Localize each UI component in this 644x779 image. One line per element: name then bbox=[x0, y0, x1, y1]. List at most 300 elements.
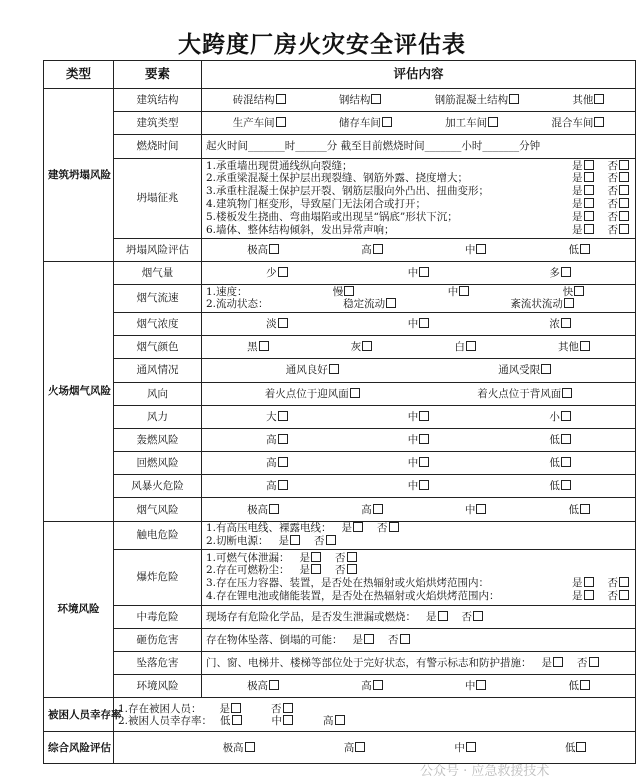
option-label: 否 bbox=[607, 577, 618, 590]
table-row bbox=[44, 675, 636, 698]
option-checkbox[interactable] bbox=[290, 535, 300, 545]
option-label: 黑 bbox=[247, 341, 258, 354]
content-cell bbox=[202, 135, 636, 158]
option[interactable] bbox=[323, 715, 345, 727]
option-checkbox[interactable] bbox=[269, 504, 279, 514]
option[interactable] bbox=[454, 742, 476, 754]
option-label: 稳定流动 bbox=[343, 298, 386, 311]
option[interactable] bbox=[572, 94, 604, 106]
option-label: 淡 bbox=[266, 318, 277, 330]
option-label: 中 bbox=[464, 243, 476, 256]
option-checkbox[interactable] bbox=[580, 504, 590, 514]
content-cell bbox=[202, 498, 636, 521]
option-checkbox[interactable] bbox=[364, 634, 374, 644]
content-cell bbox=[202, 549, 636, 605]
option-checkbox[interactable] bbox=[473, 611, 483, 621]
option-label: 是 bbox=[572, 577, 583, 590]
option-checkbox[interactable] bbox=[278, 318, 288, 328]
option-checkbox[interactable] bbox=[278, 434, 288, 444]
option[interactable] bbox=[335, 552, 357, 564]
option-label: 是 bbox=[572, 198, 583, 211]
option-label: 是 bbox=[352, 633, 363, 646]
option[interactable] bbox=[361, 504, 383, 516]
option[interactable] bbox=[220, 715, 242, 727]
table-row bbox=[44, 89, 636, 112]
option[interactable] bbox=[549, 267, 571, 279]
option[interactable] bbox=[408, 457, 430, 469]
option[interactable] bbox=[445, 117, 498, 129]
option-checkbox[interactable] bbox=[371, 94, 381, 104]
option-label: 中 bbox=[271, 714, 283, 727]
option-checkbox[interactable] bbox=[419, 411, 429, 421]
option-checkbox[interactable] bbox=[561, 434, 571, 444]
option-label: 低 bbox=[568, 243, 579, 256]
content-cell bbox=[114, 732, 636, 764]
line-label: 1.速度： bbox=[206, 286, 248, 299]
option[interactable] bbox=[454, 341, 476, 353]
option-label: 是 bbox=[572, 589, 583, 602]
option[interactable] bbox=[266, 267, 288, 279]
option-label: 是 bbox=[426, 610, 437, 623]
option-checkbox[interactable] bbox=[619, 590, 629, 600]
content-cell bbox=[202, 112, 636, 135]
option-checkbox[interactable] bbox=[576, 742, 586, 752]
option-checkbox[interactable] bbox=[419, 480, 429, 490]
option-checkbox[interactable] bbox=[269, 244, 279, 254]
option[interactable] bbox=[388, 634, 410, 646]
option-checkbox[interactable] bbox=[476, 680, 486, 690]
option-checkbox[interactable] bbox=[488, 117, 498, 127]
option[interactable] bbox=[426, 611, 448, 623]
option[interactable] bbox=[549, 480, 571, 492]
option-label: 储存车间 bbox=[338, 117, 381, 130]
header-type: 类型 bbox=[44, 61, 114, 89]
option[interactable] bbox=[572, 577, 594, 589]
option-label: 否 bbox=[461, 610, 472, 623]
option[interactable] bbox=[549, 434, 571, 446]
option-checkbox[interactable] bbox=[386, 298, 396, 308]
condition-text: 2.承重梁混凝土保护层出现裂缝、钢筋外露、挠度增大； bbox=[206, 172, 469, 185]
option[interactable] bbox=[361, 680, 383, 692]
condition-text: 3.存在压力容器、装置，是否处在热辐射或火焰烘烤范围内： bbox=[206, 577, 490, 590]
option-checkbox[interactable] bbox=[561, 267, 571, 277]
option-checkbox[interactable] bbox=[476, 244, 486, 254]
option-label: 否 bbox=[271, 702, 282, 715]
option-checkbox[interactable] bbox=[419, 457, 429, 467]
option-checkbox[interactable] bbox=[589, 657, 599, 667]
option[interactable] bbox=[435, 94, 520, 106]
option-label: 钢筋混凝土结构 bbox=[434, 94, 509, 107]
option[interactable] bbox=[279, 535, 301, 547]
option-label: 灰 bbox=[350, 341, 362, 354]
yes-no bbox=[300, 564, 357, 576]
option-checkbox[interactable] bbox=[269, 680, 279, 690]
option[interactable] bbox=[549, 457, 571, 469]
option-checkbox[interactable] bbox=[584, 172, 594, 182]
option-label: 是 bbox=[219, 702, 231, 715]
option-checkbox[interactable] bbox=[594, 117, 604, 127]
option-label: 否 bbox=[607, 198, 618, 211]
option-checkbox[interactable] bbox=[584, 224, 594, 234]
option[interactable] bbox=[266, 480, 288, 492]
condition-text: 4.存在锂电池或储能装置，是否处在热辐射或火焰烘烤范围内： bbox=[206, 589, 500, 602]
option[interactable] bbox=[271, 703, 293, 715]
option-checkbox[interactable] bbox=[373, 504, 383, 514]
option-label: 是 bbox=[572, 159, 583, 172]
option-checkbox[interactable] bbox=[311, 552, 321, 562]
option[interactable] bbox=[465, 680, 487, 692]
option-checkbox[interactable] bbox=[335, 715, 345, 725]
option-label: 极高 bbox=[247, 503, 269, 516]
option-checkbox[interactable] bbox=[245, 742, 255, 752]
option-checkbox[interactable] bbox=[564, 298, 574, 308]
element-cell: 建筑类型 bbox=[114, 112, 202, 135]
option[interactable] bbox=[353, 634, 375, 646]
option[interactable] bbox=[568, 504, 590, 516]
option[interactable] bbox=[498, 364, 551, 376]
option[interactable] bbox=[266, 434, 288, 446]
option[interactable] bbox=[608, 577, 630, 589]
option[interactable] bbox=[343, 298, 396, 310]
table-row bbox=[44, 158, 636, 238]
option-label: 极高 bbox=[222, 741, 244, 754]
table-row bbox=[44, 475, 636, 498]
option[interactable] bbox=[377, 522, 399, 534]
option-label: 加工车间 bbox=[445, 117, 488, 130]
category-cell: 火场烟气风险 bbox=[44, 261, 114, 521]
option[interactable] bbox=[314, 535, 336, 547]
option-label: 砖混结构 bbox=[232, 94, 275, 107]
option-checkbox[interactable] bbox=[580, 680, 590, 690]
option-checkbox[interactable] bbox=[329, 364, 339, 374]
option[interactable] bbox=[339, 117, 392, 129]
option[interactable] bbox=[462, 611, 484, 623]
option-checkbox[interactable] bbox=[311, 564, 321, 574]
option[interactable] bbox=[286, 364, 339, 376]
option-checkbox[interactable] bbox=[562, 388, 572, 398]
option-label: 低 bbox=[564, 741, 576, 754]
element-cell: 爆炸危险 bbox=[114, 549, 202, 605]
table-row bbox=[44, 521, 636, 549]
option-checkbox[interactable] bbox=[561, 457, 571, 467]
option-checkbox[interactable] bbox=[459, 286, 469, 296]
element-cell: 建筑结构 bbox=[114, 89, 202, 112]
option-checkbox[interactable] bbox=[276, 117, 286, 127]
option-checkbox[interactable] bbox=[355, 742, 365, 752]
option-label: 紊流状流动 bbox=[510, 298, 563, 311]
option-label: 大 bbox=[266, 410, 277, 423]
option-checkbox[interactable] bbox=[278, 267, 288, 277]
option[interactable] bbox=[408, 267, 430, 279]
option-label: 低 bbox=[220, 714, 231, 727]
condition-text: 3.承重柱混凝土保护层开裂、钢筋层服向外凸出、扭曲变形； bbox=[206, 185, 490, 198]
element-cell: 坠落危害 bbox=[114, 652, 202, 675]
option[interactable] bbox=[608, 590, 630, 602]
option-checkbox[interactable] bbox=[347, 564, 357, 574]
yes-no bbox=[279, 535, 336, 547]
table-row bbox=[44, 698, 636, 732]
option[interactable] bbox=[565, 742, 587, 754]
option-label: 是 bbox=[541, 657, 552, 670]
option-label: 是 bbox=[299, 551, 311, 564]
option-checkbox[interactable] bbox=[278, 411, 288, 421]
option[interactable] bbox=[408, 318, 430, 330]
option[interactable] bbox=[549, 318, 571, 330]
option[interactable] bbox=[247, 341, 269, 353]
option[interactable] bbox=[608, 224, 630, 236]
line-label: 1.存在被困人员： bbox=[118, 702, 202, 715]
option-checkbox[interactable] bbox=[283, 703, 293, 713]
option-label: 中 bbox=[407, 318, 419, 330]
option[interactable] bbox=[233, 117, 286, 129]
category-cell: 被困人员幸存率 bbox=[44, 698, 114, 732]
option-label: 高 bbox=[266, 457, 277, 470]
option-checkbox[interactable] bbox=[509, 94, 519, 104]
option[interactable] bbox=[572, 211, 594, 223]
option[interactable] bbox=[335, 564, 357, 576]
option[interactable] bbox=[572, 172, 594, 184]
option-checkbox[interactable] bbox=[419, 267, 429, 277]
option[interactable] bbox=[568, 680, 590, 692]
option-checkbox[interactable] bbox=[400, 634, 410, 644]
option-checkbox[interactable] bbox=[347, 552, 357, 562]
assessment-table bbox=[43, 60, 636, 764]
option-checkbox[interactable] bbox=[584, 198, 594, 208]
option-checkbox[interactable] bbox=[584, 160, 594, 170]
option[interactable] bbox=[572, 160, 594, 172]
option-checkbox[interactable] bbox=[419, 318, 429, 328]
line-label: 2.被困人员幸存率： bbox=[118, 714, 213, 727]
option-checkbox[interactable] bbox=[584, 185, 594, 195]
option[interactable] bbox=[477, 388, 572, 400]
option-label: 多 bbox=[549, 266, 560, 279]
option[interactable] bbox=[510, 298, 574, 310]
option[interactable] bbox=[608, 160, 630, 172]
option-label: 中 bbox=[407, 457, 419, 470]
option-checkbox[interactable] bbox=[619, 211, 629, 221]
option[interactable] bbox=[333, 286, 355, 298]
header-content: 评估内容 bbox=[202, 61, 636, 89]
yes-no bbox=[572, 211, 629, 223]
option-checkbox[interactable] bbox=[373, 244, 383, 254]
option-checkbox[interactable] bbox=[326, 535, 336, 545]
content-cell bbox=[202, 452, 636, 475]
option-label: 混合车间 bbox=[551, 117, 594, 130]
option[interactable] bbox=[247, 680, 279, 692]
content-text: 门、窗、电梯井、楼梯等部位处于完好状态，有警示标志和防护措施： bbox=[206, 657, 532, 670]
option-label: 其他 bbox=[572, 94, 594, 107]
option[interactable] bbox=[265, 388, 360, 400]
option-label: 钢结构 bbox=[338, 94, 371, 107]
option-label: 是 bbox=[572, 223, 583, 236]
content-cell bbox=[202, 605, 636, 628]
element-cell: 回燃风险 bbox=[114, 452, 202, 475]
option[interactable] bbox=[572, 224, 594, 236]
option[interactable] bbox=[568, 244, 590, 256]
element-cell: 环境风险 bbox=[114, 675, 202, 698]
option-checkbox[interactable] bbox=[619, 185, 629, 195]
option-label: 是 bbox=[278, 535, 290, 548]
header-element: 要素 bbox=[114, 61, 202, 89]
table-row bbox=[44, 359, 636, 382]
option-checkbox[interactable] bbox=[350, 388, 360, 398]
option[interactable] bbox=[408, 480, 430, 492]
yes-no bbox=[426, 611, 483, 623]
table-row bbox=[44, 549, 636, 605]
category-cell: 建筑坍塌风险 bbox=[44, 89, 114, 262]
table-row bbox=[44, 605, 636, 628]
option[interactable] bbox=[266, 457, 288, 469]
element-cell: 烟气量 bbox=[114, 261, 202, 284]
option-label: 快 bbox=[562, 286, 574, 299]
option[interactable] bbox=[558, 341, 590, 353]
table-row bbox=[44, 261, 636, 284]
option-checkbox[interactable] bbox=[619, 224, 629, 234]
option[interactable] bbox=[300, 552, 322, 564]
option[interactable] bbox=[465, 244, 487, 256]
content-cell bbox=[202, 652, 636, 675]
option-checkbox[interactable] bbox=[466, 341, 476, 351]
option-checkbox[interactable] bbox=[382, 117, 392, 127]
option[interactable] bbox=[608, 211, 630, 223]
content-text: 起火时间_______时______分 截至目前燃烧时间_______小时_______分钟 bbox=[206, 140, 541, 153]
yes-no bbox=[572, 198, 629, 210]
option-checkbox[interactable] bbox=[619, 198, 629, 208]
option-checkbox[interactable] bbox=[466, 742, 476, 752]
option-label: 低 bbox=[549, 433, 560, 446]
element-cell: 烟气颜色 bbox=[114, 336, 202, 359]
option-checkbox[interactable] bbox=[561, 318, 571, 328]
option-checkbox[interactable] bbox=[580, 244, 590, 254]
option[interactable] bbox=[223, 742, 255, 754]
content-cell bbox=[202, 521, 636, 549]
option-checkbox[interactable] bbox=[419, 434, 429, 444]
element-cell: 风力 bbox=[114, 405, 202, 428]
option[interactable] bbox=[233, 94, 286, 106]
option-checkbox[interactable] bbox=[344, 286, 354, 296]
option-checkbox[interactable] bbox=[619, 160, 629, 170]
content-cell bbox=[202, 675, 636, 698]
option-checkbox[interactable] bbox=[276, 94, 286, 104]
option[interactable] bbox=[563, 286, 585, 298]
option[interactable] bbox=[351, 341, 373, 353]
option-label: 否 bbox=[577, 657, 588, 670]
option[interactable] bbox=[465, 504, 487, 516]
option[interactable] bbox=[577, 657, 599, 669]
option[interactable] bbox=[247, 504, 279, 516]
option-label: 否 bbox=[607, 589, 618, 602]
option-label: 小 bbox=[549, 410, 560, 423]
option-checkbox[interactable] bbox=[619, 577, 629, 587]
element-cell: 触电危险 bbox=[114, 521, 202, 549]
option[interactable] bbox=[266, 411, 288, 423]
table-row bbox=[44, 652, 636, 675]
option-checkbox[interactable] bbox=[278, 480, 288, 490]
option-checkbox[interactable] bbox=[561, 411, 571, 421]
option-label: 否 bbox=[335, 564, 346, 577]
yes-no bbox=[572, 185, 629, 197]
option[interactable] bbox=[344, 742, 366, 754]
option-checkbox[interactable] bbox=[362, 341, 372, 351]
option-checkbox[interactable] bbox=[584, 211, 594, 221]
option[interactable] bbox=[572, 185, 594, 197]
element-cell: 烟气风险 bbox=[114, 498, 202, 521]
option[interactable] bbox=[220, 703, 242, 715]
option-checkbox[interactable] bbox=[619, 172, 629, 182]
option[interactable] bbox=[408, 434, 430, 446]
option-checkbox[interactable] bbox=[438, 611, 448, 621]
option[interactable] bbox=[608, 185, 630, 197]
option-checkbox[interactable] bbox=[231, 703, 241, 713]
content-text: 现场存有危险化学品，是否发生泄漏或燃烧： bbox=[206, 610, 416, 623]
option-checkbox[interactable] bbox=[561, 480, 571, 490]
option[interactable] bbox=[572, 590, 594, 602]
option[interactable] bbox=[572, 198, 594, 210]
option[interactable] bbox=[608, 172, 630, 184]
option-checkbox[interactable] bbox=[259, 341, 269, 351]
option-checkbox[interactable] bbox=[584, 577, 594, 587]
option[interactable] bbox=[300, 564, 322, 576]
option-checkbox[interactable] bbox=[283, 715, 293, 725]
option[interactable] bbox=[247, 244, 279, 256]
option[interactable] bbox=[342, 522, 364, 534]
yes-no bbox=[572, 590, 629, 602]
option[interactable] bbox=[361, 244, 383, 256]
option[interactable] bbox=[542, 657, 564, 669]
option-checkbox[interactable] bbox=[574, 286, 584, 296]
option-checkbox[interactable] bbox=[580, 341, 590, 351]
option-checkbox[interactable] bbox=[476, 504, 486, 514]
option-checkbox[interactable] bbox=[232, 715, 242, 725]
option-label: 高 bbox=[361, 243, 372, 256]
option-label: 通风良好 bbox=[285, 364, 328, 377]
option[interactable] bbox=[339, 94, 382, 106]
option-checkbox[interactable] bbox=[389, 522, 399, 532]
element-cell: 烟气浓度 bbox=[114, 312, 202, 335]
option[interactable] bbox=[272, 715, 294, 727]
option-checkbox[interactable] bbox=[373, 680, 383, 690]
condition-text: 1.可燃气体泄漏： bbox=[206, 551, 290, 564]
element-cell: 风向 bbox=[114, 382, 202, 405]
option[interactable] bbox=[266, 318, 288, 330]
option[interactable] bbox=[551, 117, 604, 129]
option-checkbox[interactable] bbox=[541, 364, 551, 374]
condition-text: 6.墙体、整体结构倾斜，发出异常声响； bbox=[206, 223, 395, 236]
option[interactable] bbox=[448, 286, 470, 298]
condition-text: 2.切断电源： bbox=[206, 535, 269, 548]
yes-no bbox=[342, 522, 399, 534]
option-label: 低 bbox=[549, 480, 560, 493]
option-label: 中 bbox=[407, 266, 419, 279]
content-cell bbox=[202, 628, 636, 651]
option-label: 高 bbox=[323, 714, 334, 727]
option-checkbox[interactable] bbox=[594, 94, 604, 104]
option-label: 低 bbox=[568, 503, 579, 516]
option[interactable] bbox=[608, 198, 630, 210]
option-checkbox[interactable] bbox=[584, 590, 594, 600]
option-checkbox[interactable] bbox=[553, 657, 563, 667]
option-checkbox[interactable] bbox=[353, 522, 363, 532]
option[interactable] bbox=[549, 411, 571, 423]
option-label: 少 bbox=[266, 266, 277, 279]
option-label: 慢 bbox=[332, 286, 344, 299]
option-label: 否 bbox=[607, 185, 618, 198]
option-checkbox[interactable] bbox=[278, 457, 288, 467]
table-row bbox=[44, 498, 636, 521]
option[interactable] bbox=[408, 411, 430, 423]
option-label: 生产车间 bbox=[232, 117, 275, 130]
option-label: 中 bbox=[464, 680, 476, 693]
